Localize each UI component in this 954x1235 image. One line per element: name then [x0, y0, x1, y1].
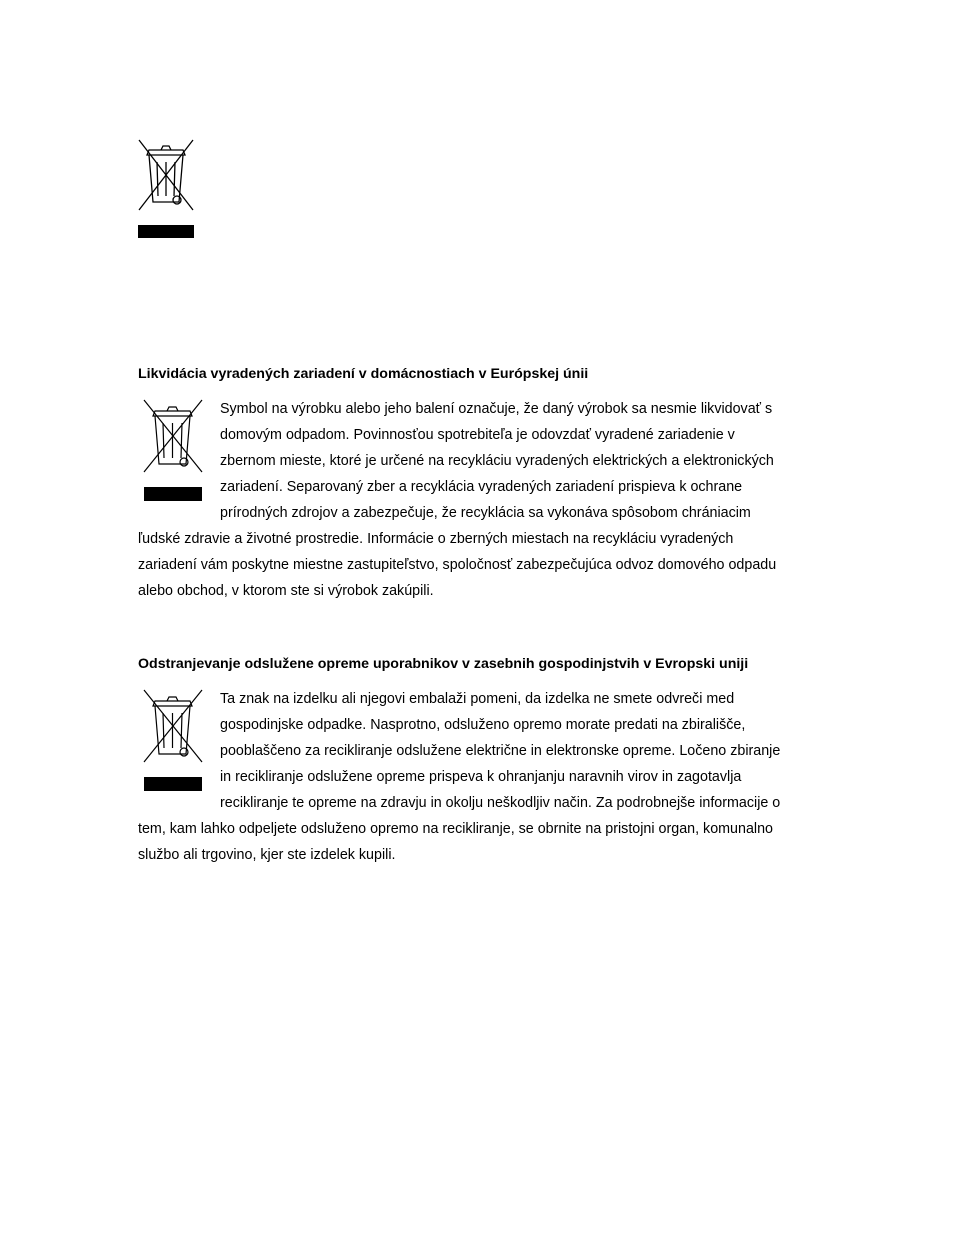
section-heading: Likvidácia vyradených zariadení v domácnostiach v Európskej únii	[138, 366, 589, 382]
section-heading: Odstranjevanje odslužene opreme uporabnikov v zasebnih gospodinjstvih v Evropski uniji	[138, 656, 749, 672]
crossed-out-wheelie-bin-icon	[137, 138, 195, 239]
disposal-section-sl	[138, 656, 788, 868]
section-body: Symbol na výrobku alebo jeho balení označuje, že daný výrobok sa nesmie likvidovať s domovým odpadom. Povinnosťou spotrebiteľa je odovzdať vyradené zariadenie v zbernom mieste, ktoré je určené na recykláciu vyradených elektrických a elektronických zariadení. Separovaný zber a recyklácia vyradených zariadení prispieva k ochrane prírodných zdrojov a zabezpečuje, že recyklácia sa vykonáva spôsobom chrániacim ľudské zdravie a životné prostredie. Informácie o zberných miestach na recykláciu vyradených zariadení vám poskytne miestne zastupiteľstvo, spoločnosť zabezpečujúca odvoz domového odpadu alebo obchod, v ktorom ste si výrobok zakúpili.	[138, 401, 777, 599]
section-body: Ta znak na izdelku ali njegovi embalaži pomeni, da izdelka ne smete odvreči med gospodinjske odpadke. Nasprotno, odsluženo opremo morate predati na zbirališče, pooblaščeno za recikliranje odslužene električne in elektronske opreme. Ločeno zbiranje in recikliranje odslužene opreme prispeva k ohranjanju naravnih virov in zagotavlja recikliranje te opreme na zdravju in okolju neškodljiv način. Za podrobnejše informacije o tem, kam lahko odpeljete odsluženo opremo na recikliranje, se obrnite na pristojni organ, komunalno službo ali trgovino, kjer ste izdelek kupili.	[138, 691, 781, 863]
crossed-out-wheelie-bin-icon	[138, 398, 204, 510]
disposal-section-sk	[138, 366, 788, 604]
crossed-out-wheelie-bin-icon	[138, 688, 204, 800]
